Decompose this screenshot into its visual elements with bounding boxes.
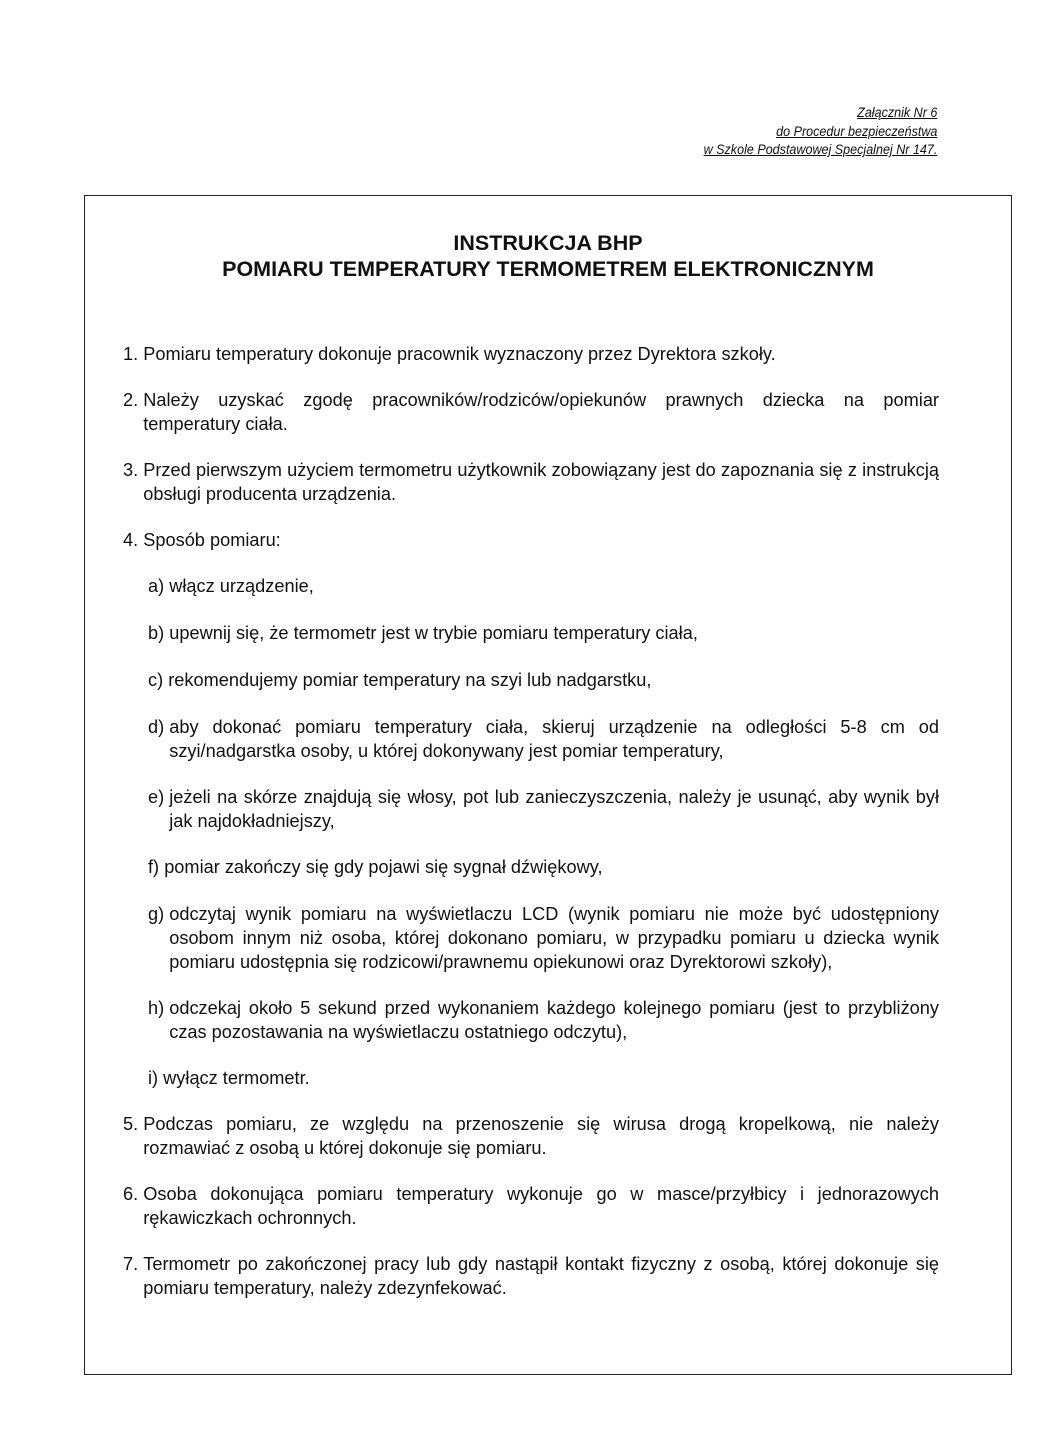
title-line: POMIARU TEMPERATURY TERMOMETREM ELEKTRONICZNYM [222, 257, 874, 281]
sub-list-item [148, 855, 939, 879]
sub-list-item [148, 668, 939, 692]
sub-item-letter: i) [148, 1068, 159, 1088]
sub-item-letter: c) [148, 670, 164, 690]
instruction-list [123, 342, 939, 1322]
item-number: 2. [123, 390, 139, 410]
list-item [123, 528, 939, 552]
item-text: Należy uzyskać zgodę pracowników/rodziców/opiekunów prawnych dziecka na pomiar temperatury ciała. [143, 390, 939, 434]
sub-list-item [148, 715, 939, 763]
attachment-note-line: Załącznik Nr 6 [856, 105, 937, 120]
item-text: Sposób pomiaru: [143, 530, 281, 550]
attachment-note [703, 104, 937, 160]
list-item [123, 1182, 939, 1230]
item-text: Podczas pomiaru, ze względu na przenoszenie się wirusa drogą kropelkową, nie należy rozmawiać z osobą u której dokonuje się pomiaru. [143, 1114, 939, 1158]
attachment-note-line: w Szkole Podstawowej Specjalnej Nr 147. [703, 142, 937, 157]
list-item [123, 388, 939, 436]
sub-item-letter: g) [148, 904, 165, 924]
item-text: Termometr po zakończonej pracy lub gdy nastąpił kontakt fizyczny z osobą, której dokonuje się pomiaru temperatury, należy zdezynfekować. [143, 1254, 939, 1298]
item-number: 4. [123, 530, 139, 550]
list-item [123, 1112, 939, 1160]
sub-item-letter: a) [148, 576, 165, 596]
item-text: Przed pierwszym użyciem termometru użytkownik zobowiązany jest do zapoznania się z instrukcją obsługi producenta urządzenia. [143, 460, 939, 504]
item-number: 5. [123, 1114, 139, 1134]
item-number: 3. [123, 460, 139, 480]
document-title [85, 230, 1011, 282]
title-line: INSTRUKCJA BHP [453, 231, 643, 255]
sub-list-item [148, 902, 939, 974]
sub-item-text: pomiar zakończy się gdy pojawi się sygnał dźwiękowy, [164, 857, 603, 877]
sub-item-text: aby dokonać pomiaru temperatury ciała, skieruj urządzenie na odległości 5-8 cm od szyi/nadgarstka osoby, u której dokonywany jest pomiar temperatury, [169, 717, 939, 761]
sub-item-text: rekomendujemy pomiar temperatury na szyi lub nadgarstku, [168, 670, 652, 690]
list-item [123, 342, 939, 366]
sub-list-item [148, 1066, 939, 1090]
sub-list-item [148, 785, 939, 833]
attachment-note-line: do Procedur bezpieczeństwa [775, 123, 937, 139]
sub-item-letter: f) [148, 857, 160, 877]
sub-item-text: odczytaj wynik pomiaru na wyświetlaczu LCD (wynik pomiaru nie może być udostępniony osobom innym niż osoba, której dokonano pomiaru, w przypadku pomiaru u dziecka wynik pomiaru udostępnia się rodzicowi/prawnemu opiekunowi oraz Dyrektorowi szkoły), [169, 904, 939, 972]
sub-list-item [148, 574, 939, 598]
sub-list-item [148, 996, 939, 1044]
sub-item-letter: b) [148, 623, 165, 643]
item-text: Osoba dokonująca pomiaru temperatury wykonuje go w masce/przyłbicy i jednorazowych rękawiczkach ochronnych. [143, 1184, 939, 1228]
list-item [123, 1252, 939, 1300]
sub-item-text: odczekaj około 5 sekund przed wykonaniem każdego kolejnego pomiaru (jest to przybliżony czas pozostawania na wyświetlaczu ostatniego odczytu), [169, 998, 939, 1042]
instruction-frame [84, 195, 1012, 1375]
sub-item-text: upewnij się, że termometr jest w trybie pomiaru temperatury ciała, [169, 623, 698, 643]
item-text: Pomiaru temperatury dokonuje pracownik wyznaczony przez Dyrektora szkoły. [143, 344, 776, 364]
item-number: 7. [123, 1254, 139, 1274]
sub-list-item [148, 621, 939, 645]
item-number: 6. [123, 1184, 139, 1204]
sub-item-letter: e) [148, 787, 165, 807]
list-item [123, 458, 939, 506]
sub-item-text: jeżeli na skórze znajdują się włosy, pot lub zanieczyszczenia, należy je usunąć, aby wynik był jak najdokładniejszy, [169, 787, 939, 831]
sub-item-text: wyłącz termometr. [163, 1068, 310, 1088]
sub-item-letter: d) [148, 717, 165, 737]
sub-item-text: włącz urządzenie, [169, 576, 314, 596]
sub-item-letter: h) [148, 998, 165, 1018]
item-number: 1. [123, 344, 139, 364]
